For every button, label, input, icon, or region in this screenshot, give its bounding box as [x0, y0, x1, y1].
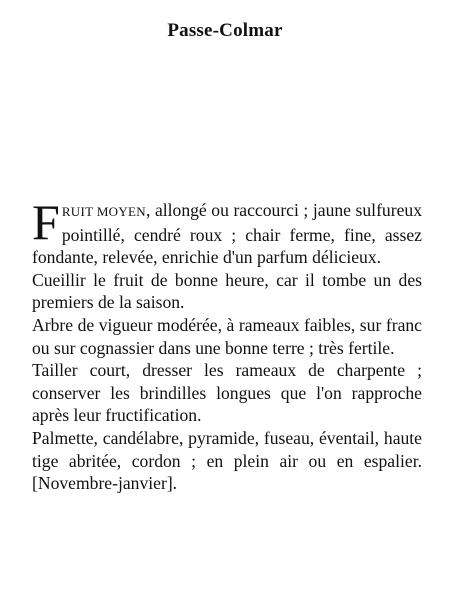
drop-cap: F	[32, 194, 60, 250]
small-caps-lead: RUIT MOYEN	[61, 204, 146, 219]
paragraph-tree: Arbre de vigueur modérée, à rameaux faibles, sur franc ou sur cognassier dans une bonne terre ; très fertile.	[32, 314, 422, 358]
paragraph-harvest: Cueillir le fruit de bonne heure, car il tombe un des premiers de la saison.	[32, 269, 422, 313]
description-text	[32, 194, 422, 495]
paragraph-fruit-text: , allongé ou raccourci ; jaune sulfureux pointillé, cendré roux ; chair ferme, fine, assez fondante, relevée, enrichie d'un parfum délicieux.	[32, 200, 422, 268]
paragraph-fruit	[32, 194, 422, 269]
paragraph-forms: Palmette, candélabre, pyramide, fuseau, éventail, haute tige abritée, cordon ; en plein air ou en espalier. [Novembre-janvier].	[32, 427, 422, 494]
paragraph-pruning: Tailler court, dresser les rameaux de charpente ; conserver les brindilles longues que l'on rapproche après leur fructification.	[32, 360, 422, 426]
page-title: Passe-Colmar	[167, 20, 283, 41]
